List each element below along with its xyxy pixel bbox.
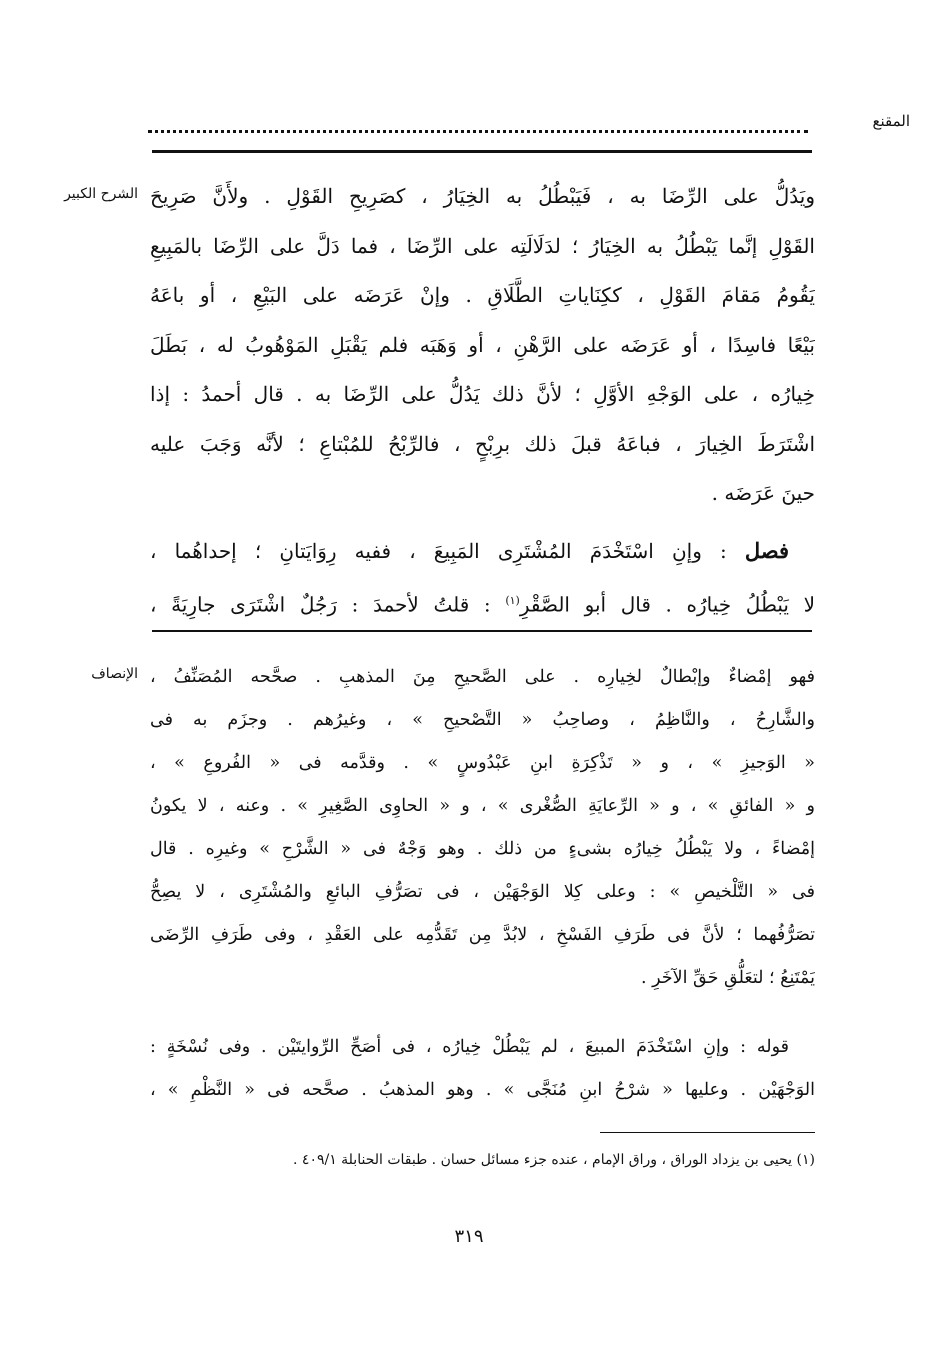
insaf-line: تصَرُّفُهما ؛ لأنَّ فى طَرَفِ الفَسْخِ ، لابُدَّ مِن تَقَدُّمِه على العَقْدِ ، وفى طَرَفِ الرِّضَى: [150, 925, 815, 945]
fasl-line-text: : وإنِ اسْتَخْدَمَ المُشْتَرِى المَبِيعَ ، ففيه رِوَايَتانِ ؛ إحداهُما ،: [150, 539, 727, 563]
sharh-line: حينَ عَرَضَه .: [711, 481, 815, 505]
running-header-title: المقنع: [872, 112, 910, 130]
fasl-heading: فصل: [744, 538, 790, 563]
footnote-text: (١) يحيى بن يزداد الوراق ، وراق الإمام ، عنده جزء مسائل حسان . طبقات الحنابلة ٤٠٩/١ .: [293, 1152, 815, 1168]
qawluh-text-block: [150, 1026, 815, 1112]
insaf-line: و « الفائقِ » ، و « الرِّعايَةِ الصُّغْرى » ، و « الحاوِى الصَّغِيرِ » . وعنه ، لا يكونُ: [150, 796, 815, 816]
sharh-line: خِيارُه ، على الوَجْهِ الأوَّلِ ؛ لأنَّ ذلك يَدُلُّ على الرِّضَا به . قال أحمدُ : إذا: [150, 382, 815, 406]
insaf-line: فهو إمْضاءٌ وإبْطالٌ لخِيارِه . على الصَّحيحِ مِنَ المذهبِ . صحَّحه المُصَنِّفُ ،: [150, 667, 815, 687]
fasl-line-text: لا يَبْطُلُ خِيارُه . قال أبو الصَّقْرِ: [519, 592, 815, 617]
fasl-line-text: : قلتُ لأحمدَ : رَجُلٌ اشْتَرَى جارِيَةً ،: [150, 592, 491, 617]
sharh-section-label: الشرح الكبير: [64, 186, 138, 202]
footnote-marker: (١): [505, 593, 520, 607]
sharh-text-block: [150, 172, 815, 519]
insaf-line: فى « التَّلْخيصِ » : وعلى كِلا الوَجْهَيْن ، فى تصَرُّفِ البائعِ والمُشْتَرِى ، لا يصِحُّ: [150, 882, 815, 902]
qawluh-line: قوله : وإنِ اسْتَخْدَمَ المبيعَ ، لم يَبْطُلْ خِيارُه ، فى أصَحِّ الرِّوايتَيْن . وفى نُسْخَةٍ :: [150, 1037, 789, 1057]
fasl-text-block: [150, 526, 815, 625]
dotted-header-rule: [148, 110, 808, 133]
fasl-line: [150, 576, 815, 626]
insaf-line: إمْضاءً ، ولا يَبْطُلُ خِيارُه بشىءٍ من ذلك . وهو وَجْهٌ فى « الشَّرْحِ » وغيرِه . قال: [150, 839, 815, 859]
middle-divider: [152, 630, 812, 632]
insaf-line: يَمْتَنِعُ ؛ لتعَلُّقِ حَقِّ الآخَرِ .: [641, 968, 815, 988]
sharh-line: يَقُومُ مَقامَ القَوْلِ ، ككِنَاياتِ الطَّلَاقِ . وإنْ عَرَضَه على البَيْعِ ، أو باعَهُ: [150, 283, 815, 307]
sharh-line: اشْتَرَطَ الخِيارَ ، فباعَهُ قبلَ ذلك برِبْحٍ ، فالرِّبْحُ للمُبْتاعِ ؛ لأنَّه وَجَبَ عليه: [150, 431, 815, 456]
sharh-line: القَوْلِ إنَّما يَبْطُلُ به الخِيَارُ ؛ لدَلَالَتِه على الرِّضَا ، فما دَلَّ على الرِّضَا بالمَبِيعِ: [150, 233, 815, 258]
insaf-section-label: الإنصاف: [91, 666, 138, 682]
insaf-line: « الوَجيزِ » ، و « تَذْكِرَةِ ابنِ عَبْدُوسٍ » . وقدَّمه فى « الفُروعِ » ،: [150, 753, 815, 773]
fasl-line: [150, 526, 815, 576]
insaf-line: والشَّارِحُ ، والنَّاظِمُ ، وصاحِبُ « التَّصْحيحِ » ، وغيرُهم . وجزَم به فى: [150, 710, 815, 730]
footnote-divider: [600, 1132, 815, 1133]
qawluh-line: الوَجْهَيْن . وعليها « شرْحُ ابنِ مُنَجَّى » . وهو المذهبُ . صحَّحه فى « النَّظْمِ » ،: [150, 1080, 815, 1100]
top-divider: [152, 150, 812, 153]
insaf-text-block: [150, 656, 815, 1000]
sharh-line: ويَدُلُّ على الرِّضَا به ، فَيَبْطُلُ به الخِيَارُ ، كصَرِيحِ القَوْلِ . ولأَنَّ صَرِيحَ: [150, 184, 815, 208]
sharh-line: بَيْعًا فاسِدًا ، أو عَرَضَه على الرَّهْنِ ، أو وَهَبَه فلم يَقْبَلِ المَوْهُوبُ له ، بَطَلَ: [150, 332, 815, 357]
page-number: ٣١٩: [454, 1226, 484, 1247]
